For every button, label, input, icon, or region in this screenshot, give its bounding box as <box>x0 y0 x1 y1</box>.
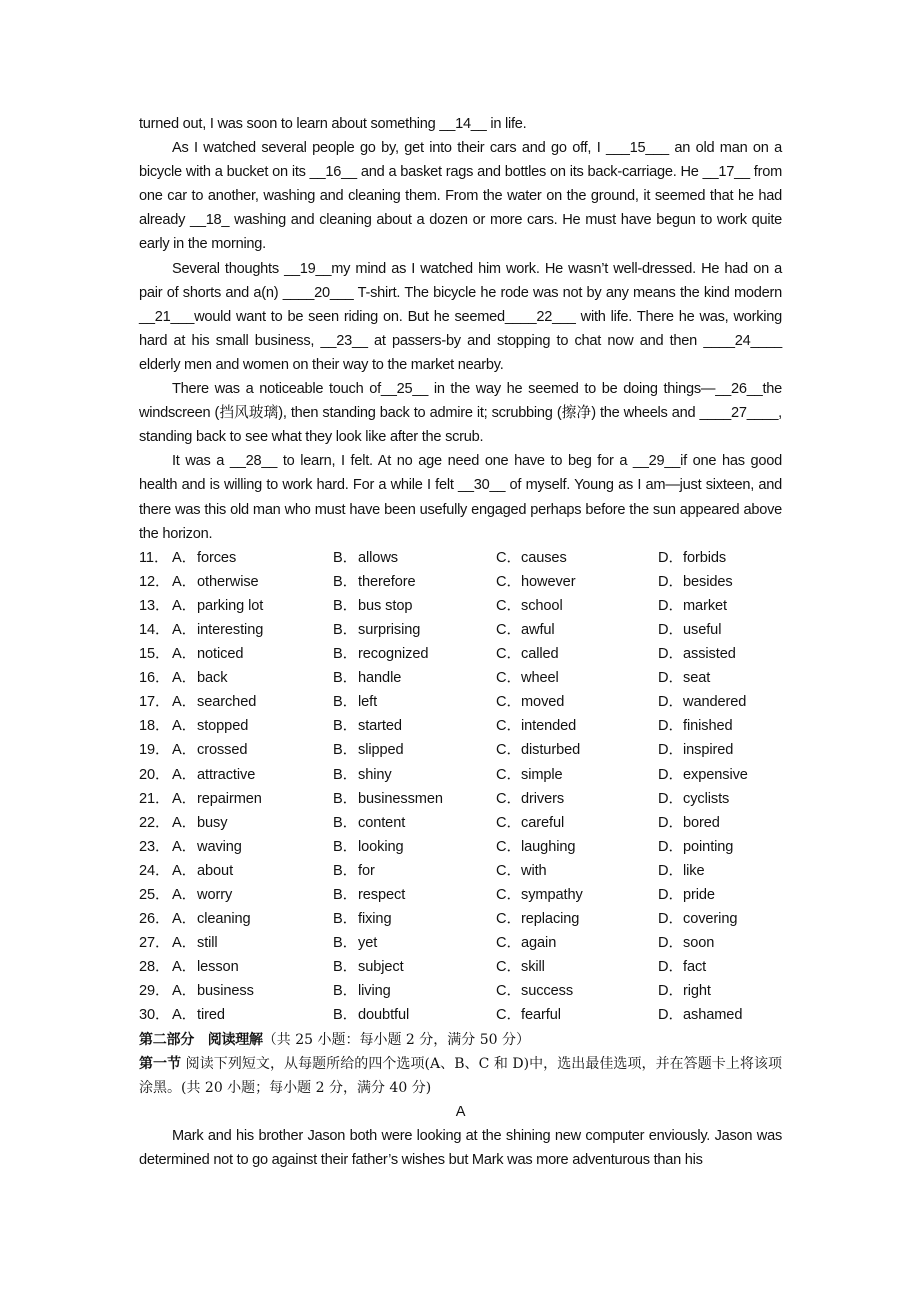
option-letter: A． <box>172 790 197 807</box>
option-b <box>333 979 496 1003</box>
option-letter: D． <box>658 766 683 783</box>
option-d <box>658 907 782 931</box>
option-text: fixing <box>358 911 392 928</box>
option-row <box>139 690 782 714</box>
option-text: recognized <box>358 646 429 663</box>
option-letter: B． <box>333 646 358 663</box>
option-letter: C． <box>496 766 521 783</box>
option-letter: D． <box>658 838 683 855</box>
option-letter: D． <box>658 573 683 590</box>
option-d <box>658 979 782 1003</box>
option-b <box>333 738 496 762</box>
option-text: living <box>358 983 391 1000</box>
option-letter: A． <box>172 694 197 711</box>
option-letter: C． <box>496 597 521 614</box>
option-letter: D． <box>658 790 683 807</box>
option-text: business <box>197 983 254 1000</box>
option-letter: D． <box>658 814 683 831</box>
question-number: 18． <box>139 718 170 735</box>
option-letter: D． <box>658 887 683 903</box>
option-row <box>139 907 782 931</box>
option-letter: C． <box>496 549 521 566</box>
passage-paragraph: Several thoughts __19__my mind as I watched him work. He wasn’t well-dressed. He had on a pair of shorts and a(n) ____20___ T-shirt. The bicycle he rode was not by any means the kind modern __21___would want to be seen riding on. But he seemed____22___ with life. There he was, working hard at his small business, __23__ at passers-by and stopping to chat now and then ____24____ elderly men and women on their way to the market nearby. <box>139 260 782 373</box>
option-c <box>496 594 658 618</box>
option-letter: B． <box>333 862 358 879</box>
option-text: careful <box>521 814 565 831</box>
option-text: moved <box>521 694 565 711</box>
option-text: laughing <box>521 838 576 855</box>
option-c <box>496 642 658 666</box>
option-b <box>333 690 496 714</box>
option-text: started <box>358 718 402 735</box>
option-row <box>139 955 782 979</box>
option-letter: D． <box>658 718 683 735</box>
option-text: crossed <box>197 742 248 759</box>
option-d <box>658 546 782 570</box>
option-letter: C． <box>496 887 521 903</box>
option-b <box>333 835 496 859</box>
subsection-title: 第一节 <box>139 1055 182 1072</box>
reading-passage: Mark and his brother Jason both were looking at the shining new computer enviously. Jason was determined not to go against their father’s wishes but Mark was more adventurous than his <box>139 1127 782 1169</box>
option-letter: C． <box>496 790 521 807</box>
option-b <box>333 666 496 690</box>
option-text: wheel <box>521 670 559 687</box>
option-b <box>333 859 496 883</box>
option-row <box>139 883 782 907</box>
option-text: looking <box>358 838 404 855</box>
option-a <box>172 931 333 955</box>
option-text: right <box>683 983 711 1000</box>
passage-paragraph: There was a noticeable touch of__25__ in the way he seemed to be doing things—__26__the windscreen (挡风玻璃), then standing back to admire it; scrubbing (擦净) the wheels and ____27____, standing back to see what they look like after the scrub. <box>139 381 782 446</box>
option-a <box>172 979 333 1003</box>
option-d <box>658 618 782 642</box>
option-row <box>139 618 782 642</box>
question-number: 26． <box>139 911 170 928</box>
option-a <box>172 546 333 570</box>
option-text: inspired <box>683 742 734 759</box>
section-heading <box>139 1028 782 1052</box>
option-c <box>496 1003 658 1027</box>
option-text: wandered <box>683 694 747 711</box>
option-text: therefore <box>358 573 416 590</box>
option-letter: C． <box>496 911 521 928</box>
option-text: attractive <box>197 766 256 783</box>
option-text: shiny <box>358 766 392 783</box>
option-a <box>172 883 333 907</box>
option-text: searched <box>197 694 257 711</box>
option-letter: A． <box>172 670 197 687</box>
answer-options-list <box>139 546 782 1028</box>
option-letter: A． <box>172 718 197 735</box>
option-row <box>139 763 782 787</box>
option-d <box>658 1003 782 1027</box>
question-number: 13． <box>139 597 170 614</box>
option-letter: A． <box>172 549 197 566</box>
option-letter: A． <box>172 935 197 952</box>
option-row <box>139 979 782 1003</box>
passage-paragraph: As I watched several people go by, get into their cars and go off, I ___15___ an old man on a bicycle with a bucket on its __16__ and a basket rags and bottles on its back-carriage. He __17__ from one car to another, washing and cleaning them. From the water on the ground, it seemed that he had already __18_ washing and cleaning about a dozen or more cars. He must have begun to work quite early in the morning. <box>139 140 782 253</box>
option-letter: B． <box>333 766 358 783</box>
option-row <box>139 931 782 955</box>
option-letter: C． <box>496 862 521 879</box>
section-title: 第二部分 阅读理解 <box>139 1031 263 1048</box>
option-b <box>333 642 496 666</box>
question-number: 14． <box>139 621 170 638</box>
option-c <box>496 787 658 811</box>
option-a <box>172 642 333 666</box>
option-letter: A． <box>172 814 197 831</box>
option-d <box>658 883 782 907</box>
option-letter: B． <box>333 573 358 590</box>
option-d <box>658 690 782 714</box>
option-row <box>139 811 782 835</box>
option-letter: A． <box>172 838 197 855</box>
question-number: 15． <box>139 646 170 663</box>
option-row <box>139 787 782 811</box>
option-letter: A． <box>172 862 197 879</box>
option-letter: B． <box>333 983 358 1000</box>
option-letter: C． <box>496 742 521 759</box>
option-text: drivers <box>521 790 565 807</box>
option-letter: D． <box>658 646 683 663</box>
option-b <box>333 883 496 907</box>
option-letter: D． <box>658 597 683 614</box>
option-c <box>496 883 658 907</box>
option-text: yet <box>358 935 378 952</box>
option-d <box>658 594 782 618</box>
section-instructions <box>139 1052 782 1100</box>
question-number: 16． <box>139 670 170 687</box>
option-text: cleaning <box>197 911 251 928</box>
option-c <box>496 931 658 955</box>
option-b <box>333 546 496 570</box>
option-letter: B． <box>333 597 358 614</box>
option-row <box>139 546 782 570</box>
option-a <box>172 859 333 883</box>
option-row <box>139 642 782 666</box>
option-a <box>172 907 333 931</box>
option-row <box>139 666 782 690</box>
option-a <box>172 1003 333 1027</box>
option-b <box>333 955 496 979</box>
option-letter: A． <box>172 887 197 903</box>
option-row <box>139 594 782 618</box>
option-letter: C． <box>496 694 521 711</box>
question-number: 23． <box>139 838 170 855</box>
option-text: causes <box>521 549 567 566</box>
option-text: soon <box>683 935 715 952</box>
question-number: 19． <box>139 742 170 759</box>
option-a <box>172 763 333 787</box>
option-letter: C． <box>496 573 521 590</box>
option-d <box>658 570 782 594</box>
passage-paragraph: It was a __28__ to learn, I felt. At no age need one have to beg for a __29__if one has good health and is willing to work hard. For a while I felt __30__ of myself. Young as I am—just sixteen, and there was this old man who must have been usefully engaged perhaps before the sun appeared above the horizon. <box>139 453 782 542</box>
option-letter: B． <box>333 621 358 638</box>
option-b <box>333 1003 496 1027</box>
option-text: allows <box>358 549 398 566</box>
option-text: pride <box>683 887 715 903</box>
option-text: lesson <box>197 959 239 976</box>
option-d <box>658 714 782 738</box>
option-d <box>658 666 782 690</box>
option-text: for <box>358 862 375 879</box>
option-text: still <box>197 935 218 952</box>
option-text: school <box>521 597 563 614</box>
option-b <box>333 787 496 811</box>
option-letter: C． <box>496 983 521 1000</box>
option-letter: B． <box>333 742 358 759</box>
option-d <box>658 835 782 859</box>
option-b <box>333 594 496 618</box>
option-c <box>496 955 658 979</box>
passage-label: A <box>455 1103 466 1120</box>
section-note: （共 25 小题：每小题 2 分，满分 50 分） <box>262 1031 530 1048</box>
option-text: useful <box>683 621 722 638</box>
passage-line: turned out, I was soon to learn about something __14__ in life. <box>139 116 527 132</box>
option-letter: B． <box>333 911 358 928</box>
option-text: simple <box>521 766 563 783</box>
option-a <box>172 714 333 738</box>
option-text: covering <box>683 911 738 928</box>
option-letter: A． <box>172 621 197 638</box>
option-text: expensive <box>683 766 748 783</box>
option-letter: C． <box>496 959 521 976</box>
option-b <box>333 907 496 931</box>
option-row <box>139 859 782 883</box>
option-letter: A． <box>172 597 197 614</box>
option-d <box>658 859 782 883</box>
option-c <box>496 714 658 738</box>
option-text: handle <box>358 670 402 687</box>
option-a <box>172 618 333 642</box>
question-number: 17． <box>139 694 170 711</box>
option-letter: B． <box>333 549 358 566</box>
option-a <box>172 666 333 690</box>
option-letter: B． <box>333 670 358 687</box>
option-text: bus stop <box>358 597 413 614</box>
option-letter: B． <box>333 935 358 952</box>
option-text: besides <box>683 573 733 590</box>
question-number: 24． <box>139 862 170 879</box>
option-text: busy <box>197 814 228 831</box>
option-text: fearful <box>521 1007 561 1024</box>
option-text: about <box>197 862 234 879</box>
option-text: replacing <box>521 911 580 928</box>
question-number: 28． <box>139 959 170 976</box>
option-c <box>496 979 658 1003</box>
option-text: left <box>358 694 378 711</box>
option-c <box>496 546 658 570</box>
option-letter: B． <box>333 959 358 976</box>
option-letter: A． <box>172 646 197 663</box>
option-d <box>658 811 782 835</box>
instructions-text: 阅读下列短文，从每题所给的四个选项(A、B、C 和 D)中，选出最佳选项，并在答题卡上将该项涂黑。(共 20 小题；每小题 2 分，满分 40 分) <box>139 1055 782 1096</box>
option-letter: B． <box>333 838 358 855</box>
option-letter: C． <box>496 838 521 855</box>
option-text: otherwise <box>197 573 259 590</box>
option-letter: D． <box>658 621 683 638</box>
option-letter: D． <box>658 959 683 976</box>
option-text: waving <box>197 838 242 855</box>
option-letter: C． <box>496 670 521 687</box>
option-letter: A． <box>172 983 197 1000</box>
option-letter: A． <box>172 911 197 928</box>
option-text: stopped <box>197 718 249 735</box>
option-text: awful <box>521 621 555 638</box>
option-text: again <box>521 935 557 952</box>
option-d <box>658 955 782 979</box>
option-text: interesting <box>197 621 264 638</box>
option-a <box>172 955 333 979</box>
option-c <box>496 690 658 714</box>
option-d <box>658 738 782 762</box>
option-letter: B． <box>333 718 358 735</box>
option-letter: B． <box>333 790 358 807</box>
question-number: 11． <box>139 549 169 566</box>
option-c <box>496 618 658 642</box>
option-text: fact <box>683 959 707 976</box>
question-number: 25． <box>139 887 170 903</box>
option-letter: C． <box>496 621 521 638</box>
option-c <box>496 570 658 594</box>
option-text: intended <box>521 718 577 735</box>
option-a <box>172 835 333 859</box>
option-text: worry <box>197 887 233 903</box>
option-b <box>333 618 496 642</box>
option-a <box>172 738 333 762</box>
option-text: pointing <box>683 838 734 855</box>
option-text: however <box>521 573 576 590</box>
option-letter: C． <box>496 1007 521 1024</box>
question-number: 22． <box>139 814 170 831</box>
option-text: surprising <box>358 621 421 638</box>
option-text: success <box>521 983 574 1000</box>
option-letter: D． <box>658 1007 683 1024</box>
option-text: subject <box>358 959 404 976</box>
option-text: skill <box>521 959 545 976</box>
option-d <box>658 763 782 787</box>
option-c <box>496 811 658 835</box>
option-row <box>139 1003 782 1027</box>
option-text: market <box>683 597 728 614</box>
option-c <box>496 907 658 931</box>
option-text: ashamed <box>683 1007 743 1024</box>
option-letter: D． <box>658 911 683 928</box>
option-letter: A． <box>172 573 197 590</box>
question-number: 12． <box>139 573 170 590</box>
option-letter: B． <box>333 814 358 831</box>
option-letter: B． <box>333 887 358 903</box>
option-text: repairmen <box>197 790 262 807</box>
option-text: bored <box>683 814 720 831</box>
option-text: parking lot <box>197 597 264 614</box>
option-text: assisted <box>683 646 736 663</box>
option-a <box>172 690 333 714</box>
option-text: noticed <box>197 646 244 663</box>
option-text: forbids <box>683 549 727 566</box>
option-a <box>172 787 333 811</box>
option-row <box>139 738 782 762</box>
option-letter: C． <box>496 814 521 831</box>
option-text: sympathy <box>521 887 583 903</box>
document-page <box>139 112 782 1172</box>
option-text: seat <box>683 670 711 687</box>
option-letter: A． <box>172 742 197 759</box>
option-b <box>333 714 496 738</box>
option-a <box>172 594 333 618</box>
option-text: finished <box>683 718 733 735</box>
question-number: 29． <box>139 983 170 1000</box>
option-text: businessmen <box>358 790 443 807</box>
option-c <box>496 859 658 883</box>
option-letter: B． <box>333 1007 358 1024</box>
option-b <box>333 811 496 835</box>
option-letter: C． <box>496 718 521 735</box>
option-letter: D． <box>658 694 683 711</box>
option-text: slipped <box>358 742 404 759</box>
option-c <box>496 666 658 690</box>
option-d <box>658 931 782 955</box>
option-row <box>139 714 782 738</box>
question-number: 21． <box>139 790 170 807</box>
option-letter: D． <box>658 742 683 759</box>
option-letter: D． <box>658 935 683 952</box>
option-text: back <box>197 670 228 687</box>
option-text: like <box>683 862 705 879</box>
option-letter: D． <box>658 862 683 879</box>
option-letter: A． <box>172 959 197 976</box>
option-d <box>658 642 782 666</box>
option-letter: A． <box>172 1007 197 1024</box>
option-b <box>333 931 496 955</box>
option-text: respect <box>358 887 406 903</box>
option-row <box>139 570 782 594</box>
option-letter: A． <box>172 766 197 783</box>
option-c <box>496 763 658 787</box>
option-b <box>333 570 496 594</box>
question-number: 27． <box>139 935 170 952</box>
option-b <box>333 763 496 787</box>
option-letter: B． <box>333 694 358 711</box>
option-c <box>496 835 658 859</box>
option-text: content <box>358 814 406 831</box>
option-d <box>658 787 782 811</box>
option-letter: D． <box>658 549 683 566</box>
option-text: forces <box>197 549 237 566</box>
option-text: with <box>521 862 547 879</box>
question-number: 30． <box>139 1007 170 1024</box>
option-text: doubtful <box>358 1007 410 1024</box>
option-letter: D． <box>658 670 683 687</box>
option-c <box>496 738 658 762</box>
option-text: called <box>521 646 559 663</box>
option-a <box>172 570 333 594</box>
option-row <box>139 835 782 859</box>
question-number: 20． <box>139 766 170 783</box>
option-text: disturbed <box>521 742 581 759</box>
option-letter: D． <box>658 983 683 1000</box>
option-letter: C． <box>496 646 521 663</box>
option-text: tired <box>197 1007 225 1024</box>
option-a <box>172 811 333 835</box>
option-text: cyclists <box>683 790 730 807</box>
option-letter: C． <box>496 935 521 952</box>
